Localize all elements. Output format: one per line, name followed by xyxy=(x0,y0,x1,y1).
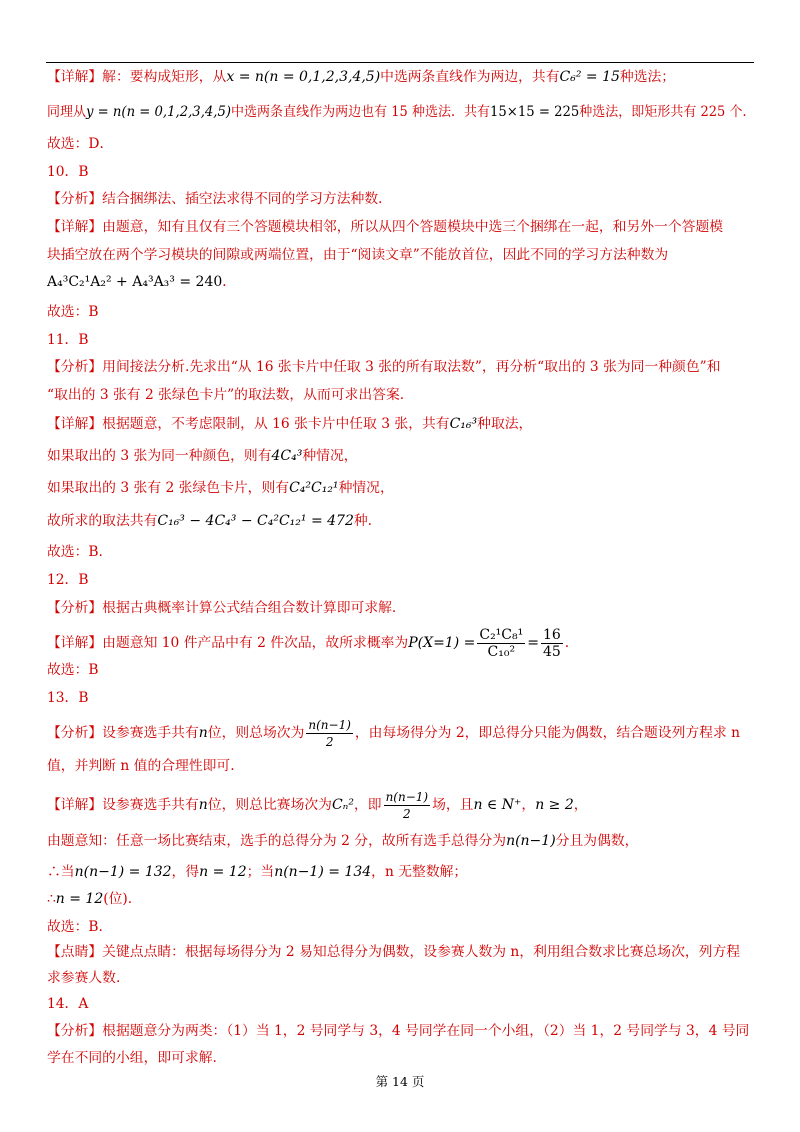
text: 【点睛】关键点点睛：根据每场得分为 2 易知总得分为偶数，设参赛人数为 n，利用组合数求比赛总场次，列方程 xyxy=(47,944,741,960)
text: 种情况， xyxy=(302,448,358,464)
math: n(n−1) xyxy=(506,833,556,849)
text: 故选：B xyxy=(47,304,99,320)
page-number: 第 14 页 xyxy=(375,1074,425,1089)
text: 故选：D． xyxy=(47,136,114,152)
text: 中选两条直线作为两边也有 15 种选法．共有 xyxy=(231,104,490,120)
text-line xyxy=(47,916,103,938)
text: (位). xyxy=(103,891,133,907)
text-line xyxy=(47,941,740,963)
text: 学在不同的小组，即可求解. xyxy=(47,1050,217,1066)
text: 值，并判断 n 值的合理性即可. xyxy=(47,758,235,774)
text: 种选法； xyxy=(619,69,676,85)
text-line xyxy=(47,659,99,681)
text-line xyxy=(47,384,404,406)
text: 【详解】由题意，知有且仅有三个答题模块相邻，所以从四个答题模块中选三个捆绑在一起，和另外一个答题模 xyxy=(47,219,724,235)
fraction-numerator: n(n−1) xyxy=(308,718,351,732)
math: n xyxy=(198,797,208,813)
header-rule xyxy=(46,62,754,63)
math: 4C₄³ xyxy=(271,448,303,464)
math: n = 12 xyxy=(55,891,104,907)
math: = xyxy=(527,635,539,651)
text-line xyxy=(47,1047,217,1069)
fraction xyxy=(541,627,563,660)
text: 【详解】设参赛选手共有 xyxy=(47,797,199,813)
fraction xyxy=(306,717,353,750)
text-line xyxy=(47,967,120,989)
text-line xyxy=(47,830,638,852)
text: 同理从 xyxy=(47,104,87,120)
text: 【分析】根据古典概率计算公式结合组合数计算即可求解. xyxy=(47,600,397,616)
text: 种情况， xyxy=(338,480,394,496)
text: 块插空放在两个学习模块的间隙或两端位置，由于“阅读文章”不能放首位，因此不同的学习方法种数为 xyxy=(47,247,669,263)
text: 中选两条直线作为两边，共有 xyxy=(380,69,560,85)
text-line xyxy=(47,356,721,378)
question-number xyxy=(47,569,89,591)
fraction-denominator: 45 xyxy=(542,644,561,660)
text-line xyxy=(47,445,358,467)
text: 故选：B. xyxy=(47,919,103,935)
fraction-numerator: C₂¹C₈¹ xyxy=(479,627,524,643)
text-line xyxy=(47,477,394,499)
text-line xyxy=(47,1020,749,1042)
math: C₁₆³ xyxy=(449,416,478,432)
text: 位，则总场次为 xyxy=(207,725,305,741)
text-line xyxy=(47,510,372,532)
text: 【详解】解：要构成矩形，从 xyxy=(47,69,227,85)
math: C₁₆³ − 4C₄³ − C₄²C₁₂¹ = 472 xyxy=(157,513,354,529)
text: ，得 xyxy=(171,864,200,880)
text: ，即 xyxy=(353,797,382,813)
text-line xyxy=(47,783,588,827)
text: 【分析】结合捆绑法、插空法求得不同的学习方法种数． xyxy=(47,191,392,207)
fraction xyxy=(384,789,431,822)
text: ， xyxy=(573,797,588,813)
fraction-denominator: 2 xyxy=(403,807,411,821)
text: . xyxy=(564,635,570,651)
text: ，由每场得分为 2，即总得分只能为偶数，结合题设列方程求 n xyxy=(354,725,741,741)
text: 13．B xyxy=(47,690,89,706)
text: 故选：B xyxy=(47,662,99,678)
math: x = n(n = 0,1,2,3,4,5) xyxy=(226,69,381,85)
text-line xyxy=(47,188,392,210)
text: 故选：B. xyxy=(47,544,103,560)
fraction-denominator: C₁₀² xyxy=(487,644,516,660)
text-line xyxy=(47,861,467,883)
text: “取出的 3 张有 2 张绿色卡片”的取法数，从而可求出答案. xyxy=(47,387,405,403)
text: ∴ xyxy=(47,891,56,907)
text: 如果取出的 3 张为同一种颜色，则有 xyxy=(47,448,272,464)
text-line xyxy=(47,66,675,88)
text-line xyxy=(47,888,132,910)
text: 12．B xyxy=(47,572,89,588)
text: 种取法， xyxy=(477,416,533,432)
question-number xyxy=(47,687,89,709)
text-line xyxy=(47,755,235,777)
text: 如果取出的 3 张有 2 张绿色卡片，则有 xyxy=(47,480,290,496)
text: 故所求的取法共有 xyxy=(47,513,158,529)
fraction-denominator: 2 xyxy=(325,735,334,749)
text: 种选法，即矩形共有 225 个． xyxy=(579,104,756,120)
question-number xyxy=(47,329,89,351)
text: 【分析】根据题意分为两类：（1）当 1，2 号同学与 3，4 号同学在同一个小组，（2）当 1，2 号同学与 3，4 号同 xyxy=(47,1023,750,1039)
text: ；当 xyxy=(246,864,275,880)
fraction-numerator: n(n−1) xyxy=(385,790,429,804)
text: 求参赛人数. xyxy=(47,970,121,986)
text: 【分析】用间接法分析.先求出“从 16 张卡片中任取 3 张的所有取法数”，再分析“取出的 3 张为同一种颜色”和 xyxy=(47,359,721,375)
math: C₆² = 15 xyxy=(559,69,620,85)
text: ，n 无整数解； xyxy=(371,864,468,880)
math: n = 12 xyxy=(199,864,247,880)
text-line xyxy=(47,244,668,266)
text-line xyxy=(47,541,103,563)
math: 15×15 = 225 xyxy=(489,104,580,120)
text-line xyxy=(47,301,99,323)
math: Cₙ² xyxy=(331,797,354,813)
text: 位，则总比赛场次为 xyxy=(207,797,332,813)
text-line xyxy=(47,101,755,123)
question-number xyxy=(47,993,88,1015)
fraction-numerator: 16 xyxy=(542,627,561,643)
text: 由题意知：任意一场比赛结束，选手的总得分为 2 分，故所有选手总得分为 xyxy=(47,833,507,849)
text-line xyxy=(47,413,532,435)
fraction xyxy=(477,627,525,660)
text-line xyxy=(47,133,113,155)
question-number xyxy=(47,161,89,183)
math: A₄³C₂¹A₂² + A₄³A₃³ = 240 xyxy=(47,274,223,290)
text-line xyxy=(47,271,236,293)
math: n xyxy=(198,725,208,741)
math: n ∈ N⁺ xyxy=(473,797,522,813)
text: 11．B xyxy=(47,332,89,348)
math: C₄²C₁₂¹ xyxy=(289,480,339,496)
text: 种. xyxy=(353,513,373,529)
math: n ≥ 2 xyxy=(535,797,574,813)
text: 【详解】由题意知 10 件产品中有 2 件次品，故所求概率为 xyxy=(47,635,409,651)
math: n(n−1) = 132 xyxy=(74,864,172,880)
math: y = n(n = 0,1,2,3,4,5) xyxy=(86,104,232,120)
text-line xyxy=(47,216,723,238)
text: ， xyxy=(521,797,536,813)
text: 分且为偶数， xyxy=(555,833,639,849)
text: 10．B xyxy=(47,164,89,180)
text: ． xyxy=(222,274,237,290)
text: ∴当 xyxy=(47,864,75,880)
math: P(X=1) = xyxy=(408,635,476,651)
text-line xyxy=(47,615,569,671)
text: 【分析】设参赛选手共有 xyxy=(47,725,199,741)
text: 14．A xyxy=(47,996,89,1012)
math: n(n−1) = 134 xyxy=(274,864,372,880)
text: 【详解】根据题意，不考虑限制，从 16 张卡片中任取 3 张，共有 xyxy=(47,416,450,432)
text: 场，且 xyxy=(432,797,474,813)
text-line xyxy=(47,711,740,755)
